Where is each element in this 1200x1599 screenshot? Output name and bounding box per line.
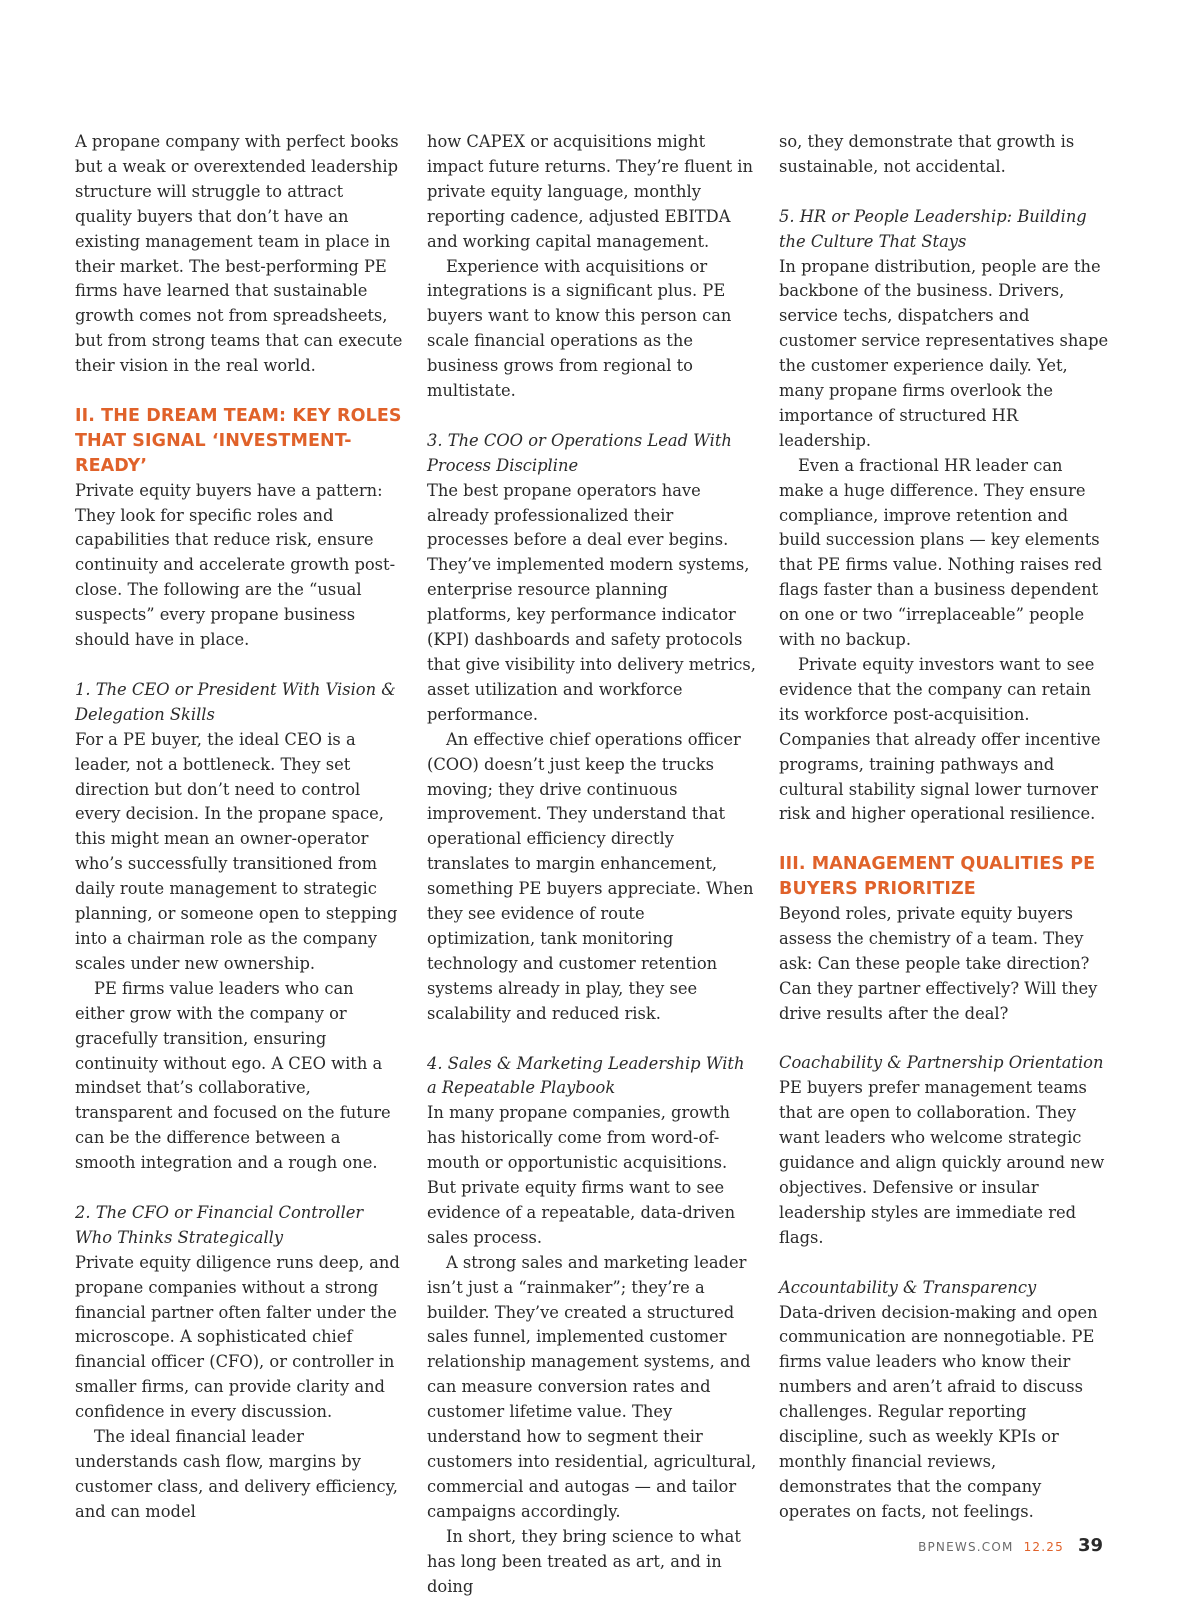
body-paragraph: In many propane companies, growth has historically come from word-of-mouth or opportunistic acquisitions. But private equity firms want to see evidence of a repeatable, data-driven sales process. — [427, 1103, 736, 1247]
subheading: 2. The CFO or Financial Controller Who Thinks Strategically — [75, 1202, 364, 1247]
page-number: 39 — [1077, 1535, 1103, 1556]
footer-site: BPNEWS.COM — [918, 1540, 1014, 1554]
body-paragraph: Private equity investors want to see evidence that the company can retain its workforce post-acquisition. Companies that already offer incentive programs, training pathways and cultural stability signal lower turnover risk and higher operational resilience. — [779, 655, 1101, 824]
body-paragraph: Experience with acquisitions or integrations is a significant plus. PE buyers want to know this person can scale financial operations as the business grows from regional to multistate. — [427, 256, 732, 401]
body-paragraph: Even a fractional HR leader can make a huge difference. They ensure compliance, improve retention and build succession plans — key elements that PE firms value. Nothing raises red flags faster than a business dependent on one or two “irreplaceable” people with no backup. — [779, 455, 1103, 650]
subheading: 3. The COO or Operations Lead With Process Discipline — [427, 430, 732, 475]
subheading: Coachability & Partnership Orientation — [779, 1053, 1104, 1073]
subheading: 1. The CEO or President With Vision & Delegation Skills — [75, 679, 396, 724]
body-paragraph: so, they demonstrate that growth is sustainable, not accidental. — [779, 132, 1075, 176]
body-paragraph: PE firms value leaders who can either grow with the company or gracefully transition, ensuring continuity without ego. A CEO with a mindset that’s collaborative, transparent and focused on the future can be the difference between a smooth integration and a rough one. — [75, 978, 391, 1173]
body-paragraph: In short, they bring science to what has long been treated as art, and in doing — [427, 1526, 741, 1596]
article-column-2 — [427, 130, 757, 1599]
body-paragraph: Private equity buyers have a pattern: They look for specific roles and capabilities that reduce risk, ensure continuity and accelerate growth post-close. The following are the “usual suspects” every propane business should have in place. — [75, 480, 396, 650]
body-paragraph: PE buyers prefer management teams that are open to collaboration. They want leaders who welcome strategic guidance and align quickly around new objectives. Defensive or insular leadership styles are immediate red flags. — [779, 1078, 1105, 1247]
body-paragraph: For a PE buyer, the ideal CEO is a leader, not a bottleneck. They set direction but don’t need to control every decision. In the propane space, this might mean an owner-operator who’s successfully transitioned from daily route management to strategic planning, or someone open to stepping into a chairman role as the company scales under new ownership. — [75, 729, 398, 973]
footer-issue: 12.25 — [1023, 1540, 1064, 1554]
page-footer — [918, 1535, 1103, 1556]
body-paragraph: Data-driven decision-making and open communication are nonnegotiable. PE firms value leaders who know their numbers and aren’t afraid to discuss challenges. Regular reporting discipline, such as weekly KPIs or monthly financial reviews, demonstrates that the company operates on facts, not feelings. — [779, 1302, 1098, 1521]
section-heading: II. THE DREAM TEAM: KEY ROLES THAT SIGNAL ‘INVESTMENT-READY’ — [75, 405, 402, 476]
subheading: 5. HR or People Leadership: Building the Culture That Stays — [779, 206, 1087, 251]
article-column-1 — [75, 130, 405, 1525]
body-paragraph: An effective chief operations officer (COO) doesn’t just keep the trucks moving; they drive continuous improvement. They understand that operational efficiency directly translates to margin enhancement, something PE buyers appreciate. When they see evidence of route optimization, tank monitoring technology and customer retention systems already in play, they see scalability and reduced risk. — [427, 729, 754, 1023]
body-paragraph: In propane distribution, people are the backbone of the business. Drivers, service techs, dispatchers and customer service representatives shape the customer experience daily. Yet, many propane firms overlook the importance of structured HR leadership. — [779, 256, 1109, 450]
body-paragraph: Private equity diligence runs deep, and propane companies without a strong financial partner often falter under the microscope. A sophisticated chief financial officer (CFO), or controller in smaller firms, can provide clarity and confidence in every discussion. — [75, 1252, 400, 1422]
body-paragraph: Beyond roles, private equity buyers assess the chemistry of a team. They ask: Can these people take direction? Can they partner effectively? Will they drive results after the deal? — [779, 904, 1098, 1023]
section-heading: III. MANAGEMENT QUALITIES PE BUYERS PRIORITIZE — [779, 854, 1096, 900]
subheading: 4. Sales & Marketing Leadership With a Repeatable Playbook — [427, 1053, 745, 1098]
body-paragraph: how CAPEX or acquisitions might impact future returns. They’re fluent in private equity language, monthly reporting cadence, adjusted EBITDA and working capital management. — [427, 132, 753, 251]
subheading: Accountability & Transparency — [779, 1277, 1037, 1297]
body-paragraph: A strong sales and marketing leader isn’t just a “rainmaker”; they’re a builder. They’ve created a structured sales funnel, implemented customer relationship management systems, and can measure conversion rates and customer lifetime value. They understand how to segment their customers into residential, agricultural, commercial and autogas — and tailor campaigns accordingly. — [427, 1252, 757, 1521]
article-column-3 — [779, 130, 1109, 1525]
body-paragraph: A propane company with perfect books but a weak or overextended leadership structure will struggle to attract quality buyers that don’t have an existing management team in place in their market. The best-performing PE firms have learned that sustainable growth comes not from spreadsheets, but from strong teams that can execute their vision in the real world. — [75, 132, 403, 376]
body-paragraph: The best propane operators have already professionalized their processes before a deal ever begins. They’ve implemented modern systems, enterprise resource planning platforms, key performance indicator (KPI) dashboards and safety protocols that give visibility into delivery metrics, asset utilization and workforce performance. — [427, 480, 756, 724]
body-paragraph: The ideal financial leader understands cash flow, margins by customer class, and delivery efficiency, and can model — [75, 1427, 398, 1521]
